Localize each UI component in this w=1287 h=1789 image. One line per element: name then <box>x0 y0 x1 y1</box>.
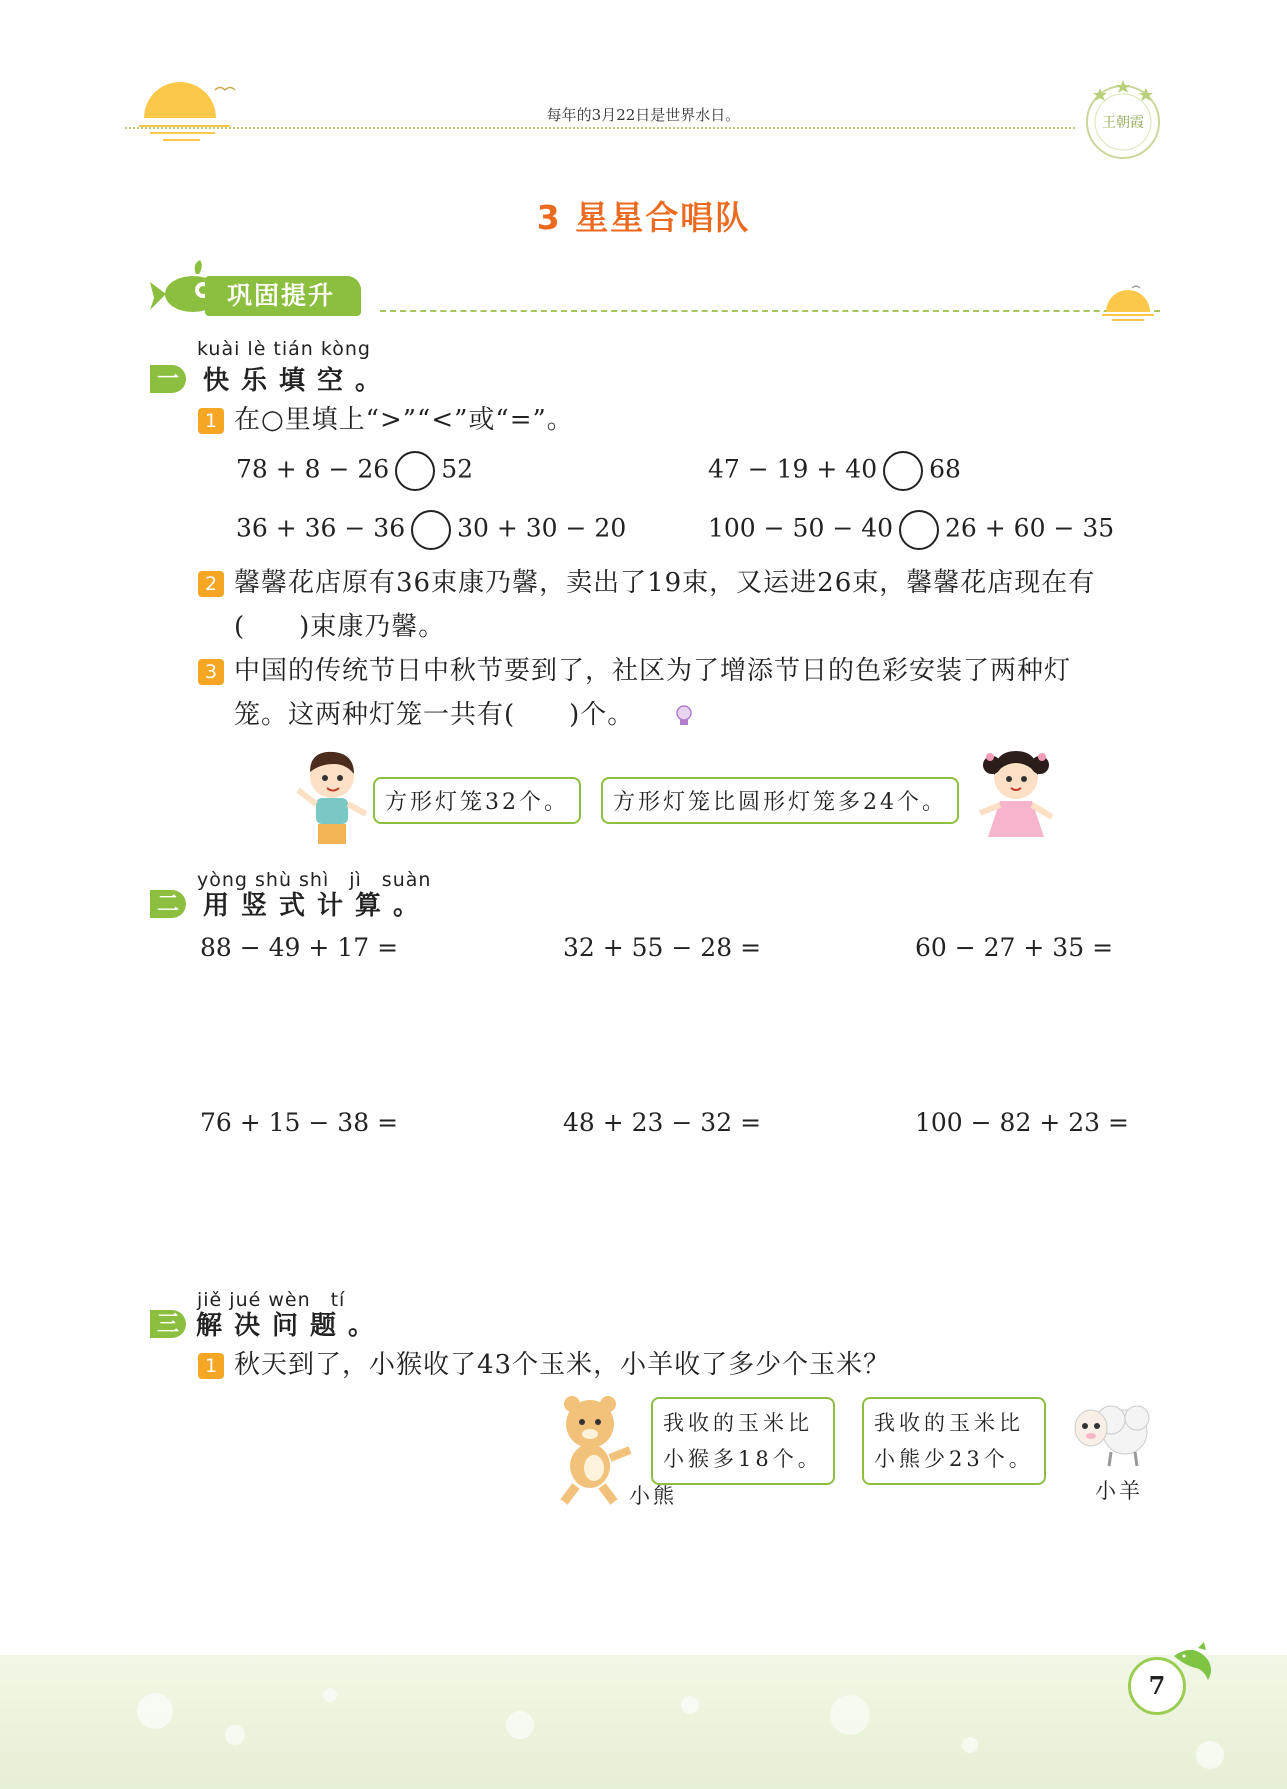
sheep-label: 小羊 <box>1095 1479 1143 1503</box>
compare-row-1-left <box>236 451 473 491</box>
sheep-character-icon <box>1063 1390 1161 1470</box>
section3-pinyin: jiě jué wèn tí <box>197 1289 346 1311</box>
calc-item: 32 + 55 − 28 = <box>563 933 762 962</box>
compare-value: 26 + 60 − 35 <box>945 513 1115 543</box>
calc-item: 48 + 23 − 32 = <box>563 1108 762 1137</box>
header-divider <box>125 127 1075 129</box>
q1-text: 在○里填上“>”“<”或“=”。 <box>234 405 574 435</box>
section1-title: 快乐填空。 <box>203 366 394 396</box>
compare-row-2-left <box>236 510 626 550</box>
lesson-title: 3 星星合唱队 <box>536 198 751 237</box>
header-text: 每年的3月22日是世界水日。 <box>546 106 741 124</box>
q2-number-badge: 2 <box>198 571 224 597</box>
sun-small-icon <box>1102 282 1162 322</box>
compare-value: 68 <box>929 454 961 484</box>
s3-q1-text: 秋天到了，小猴收了43个玉米，小羊收了多少个玉米？ <box>234 1350 891 1380</box>
bear-character-icon <box>554 1392 638 1507</box>
compare-row-2-right <box>708 510 1114 550</box>
section2-pinyin: yòng shù shì jì suàn <box>197 869 432 891</box>
footer-bubbles <box>0 1655 1287 1789</box>
calc-item: 60 − 27 + 35 = <box>915 933 1114 962</box>
brand-seal-icon <box>1078 74 1168 164</box>
section2-title: 用竖式计算。 <box>203 891 432 921</box>
speech-bubble-boy: 方形灯笼32个。 <box>373 777 581 824</box>
svg-text:王朝霞: 王朝霞 <box>1102 115 1144 131</box>
calc-item: 88 − 49 + 17 = <box>200 933 399 962</box>
section3-badge: 三 <box>150 1310 186 1338</box>
section-banner: 巩固提升 <box>205 276 361 316</box>
answer-circle[interactable] <box>883 451 923 491</box>
bear-bubble-line1: 我收的玉米比 <box>663 1411 813 1435</box>
compare-expr: 47 − 19 + 40 <box>708 454 878 484</box>
section2-badge: 二 <box>150 890 186 918</box>
section3-title: 解决问题。 <box>196 1311 387 1341</box>
calc-item: 76 + 15 − 38 = <box>200 1108 399 1137</box>
page-number: 7 <box>1128 1657 1186 1715</box>
q3-line2[interactable]: 笼。这两种灯笼一共有( )个。 <box>234 700 635 730</box>
hint-bulb-icon <box>674 704 694 728</box>
girl-character-icon <box>970 743 1062 847</box>
compare-expr: 36 + 36 − 36 <box>236 513 406 543</box>
bear-bubble-line2: 小猴多18个。 <box>663 1447 823 1471</box>
compare-expr: 78 + 8 − 26 <box>236 454 390 484</box>
answer-circle[interactable] <box>411 510 451 550</box>
compare-expr: 100 − 50 − 40 <box>708 513 894 543</box>
q3-number-badge: 3 <box>198 659 224 685</box>
speech-bubble-girl: 方形灯笼比圆形灯笼多24个。 <box>601 777 959 824</box>
q2-line2[interactable]: ( )束康乃馨。 <box>234 612 446 642</box>
q1-number-badge: 1 <box>198 408 224 434</box>
compare-row-1-right <box>708 451 961 491</box>
section1-pinyin: kuài lè tián kòng <box>197 338 371 360</box>
q3-line1: 中国的传统节日中秋节要到了，社区为了增添节日的色彩安装了两种灯 <box>234 656 1072 686</box>
answer-circle[interactable] <box>395 451 435 491</box>
q2-line1: 馨馨花店原有36束康乃馨，卖出了19束，又运进26束，馨馨花店现在有 <box>234 568 1096 598</box>
answer-circle[interactable] <box>899 510 939 550</box>
compare-value: 52 <box>441 454 474 484</box>
calc-item: 100 − 82 + 23 = <box>915 1108 1129 1137</box>
compare-value: 30 + 30 − 20 <box>457 513 627 543</box>
s3-q1-number-badge: 1 <box>198 1353 224 1379</box>
boy-character-icon <box>292 748 376 848</box>
sheep-bubble-line1: 我收的玉米比 <box>874 1411 1024 1435</box>
speech-bubble-sheep <box>862 1397 1046 1485</box>
sheep-bubble-line2: 小熊少23个。 <box>874 1447 1034 1471</box>
speech-bubble-bear <box>651 1397 835 1485</box>
bear-label: 小熊 <box>629 1484 677 1508</box>
dolphin-icon <box>1168 1640 1220 1690</box>
banner-divider <box>380 310 1160 312</box>
section1-badge: 一 <box>150 365 186 393</box>
